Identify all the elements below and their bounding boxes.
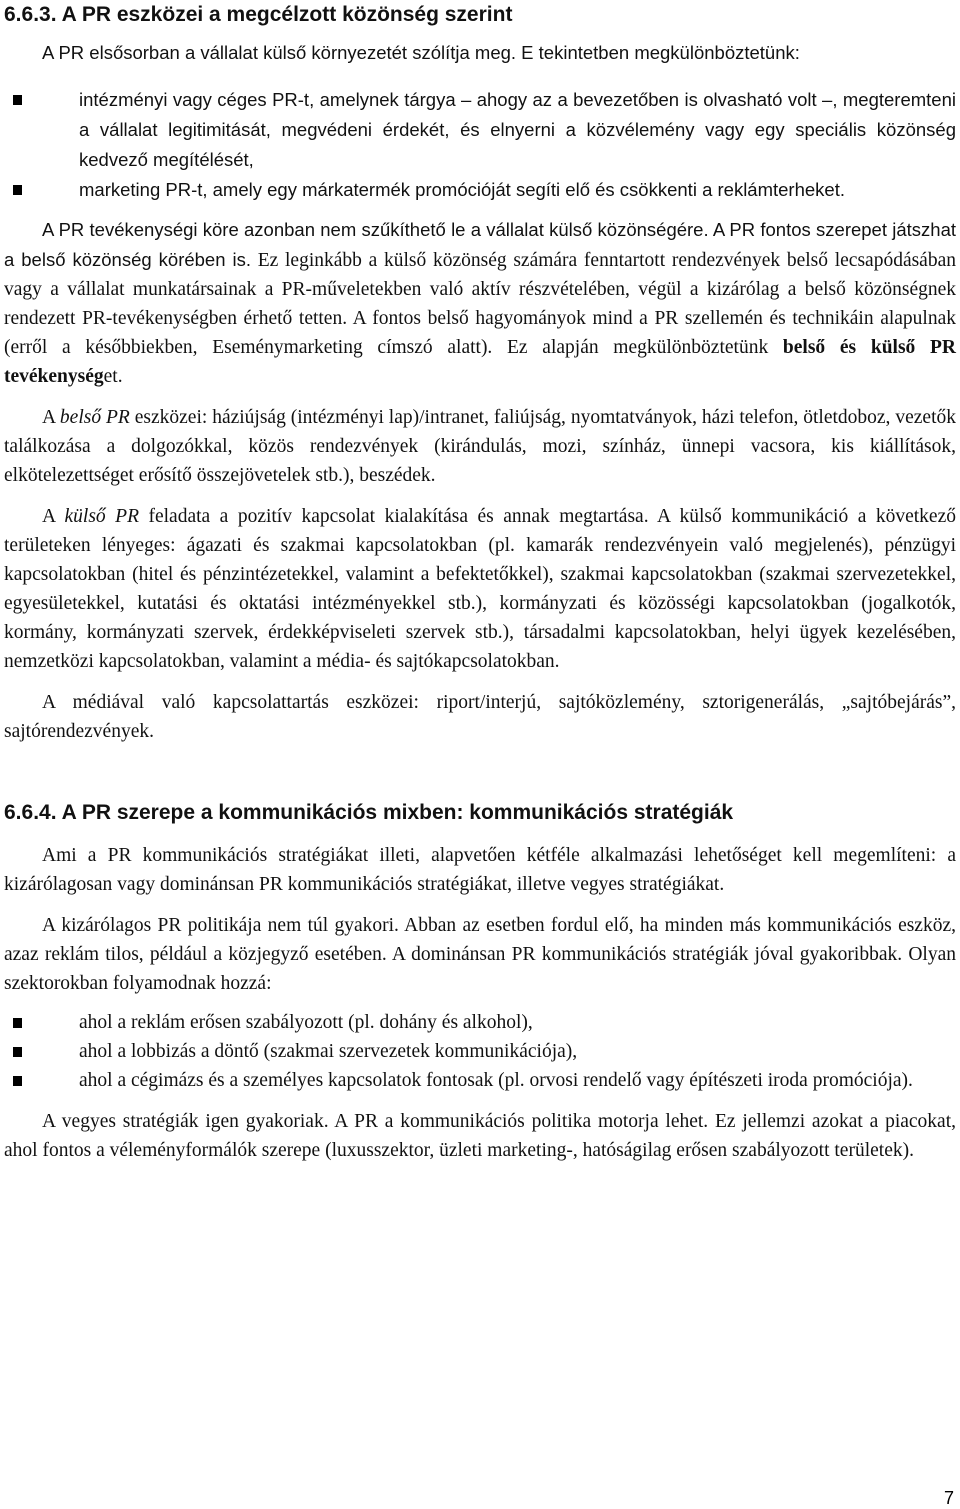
mixed-strategies-paragraph: A vegyes stratégiák igen gyakoriak. A PR a kommunikációs politika motorja lehet. Ez jellemzi azokat a piacokat, ahol fontos a véleményformálók szerepe (luxusszektor, üzleti marketing-, hatóságilag erősen szabályozott területek).: [4, 1111, 956, 1161]
media-relations-paragraph: A médiával való kapcsolattartás eszközei: riport/interjú, sajtóközlemény, sztorigenerálás, „sajtóbejárás”, sajtórendezvények.: [4, 692, 956, 742]
document-page: [4, 0, 956, 1165]
square-bullet-icon: [13, 1047, 22, 1057]
italic-term: külső PR: [64, 506, 139, 527]
section-heading-6-6-3: 6.6.3. A PR eszközei a megcélzott közönség szerint: [4, 3, 513, 26]
bold-term: belső és külső PR tevékenység: [4, 337, 956, 387]
section-heading-6-6-4: 6.6.4. A PR szerepe a kommunikációs mixben: kommunikációs stratégiák: [4, 801, 734, 824]
page-number: 7: [943, 1488, 954, 1508]
square-bullet-icon: [13, 95, 22, 105]
internal-pr-paragraph: A PR tevékenységi köre azonban nem szűkíthető le a vállalat külső közönségére. A PR fontos szerepet játszhat a belső közönség körében is. Ez leginkább a külső közönség számára fenntartott rendezvények belső lecsapódásában vagy a vállalat munkatársainak a PR-műveletekben való aktív részvételében, végül a kizárólag a belső közönségnek rendezett PR-tevékenységben érhető tetten. A fontos belső hagyományok mind a PR szellemén és technikáin alapulnak (erről a későbbiekben, Eseménymarketing címszó alatt). Ez alapján megkülönböztetünk belső és külső PR tevékenységet.: [4, 219, 956, 387]
list-item: ahol a reklám erősen szabályozott (pl. dohány és alkohol),: [4, 1008, 956, 1037]
list-item: ahol a lobbizás a döntő (szakmai szervezetek kommunikációja),: [4, 1037, 956, 1066]
square-bullet-icon: [13, 185, 22, 195]
target-pr-list: [4, 85, 956, 205]
list-item: ahol a cégimázs és a személyes kapcsolatok fontosak (pl. orvosi rendelő vagy építészeti iroda promóciója).: [4, 1066, 956, 1095]
internal-pr-tools-paragraph: A belső PR eszközei: háziújság (intézményi lap)/intranet, faliújság, nyomtatványok, házi telefon, ötletdoboz, vezetők találkozása a dolgozókkal, közös rendezvények (kirándulás, mozi, színház, ünnepi vacsora, kis kiállítások, elkötelezettséget erősítő összejövetelek stb.), beszédek.: [4, 407, 956, 486]
list-item: intézményi vagy céges PR-t, amelynek tárgya – ahogy az a bevezetőben is olvasható volt –, megteremteni a vállalat legitimitását, megvédeni érdekét, és elnyerni a közvélemény vagy egy speciális közönség kedvező megítélését,: [4, 85, 956, 175]
italic-term: belső PR: [59, 407, 130, 428]
exclusive-pr-paragraph: A kizárólagos PR politikája nem túl gyakori. Abban az esetben fordul elő, ha minden más kommunikációs eszköz, azaz reklám tilos, például a közjegyző esetében. A dominánsan PR kommunikációs stratégiák jóval gyakoribbak. Olyan szektorokban folyamodnak hozzá:: [4, 915, 956, 994]
list-item: marketing PR-t, amely egy márkatermék promócióját segíti elő és csökkenti a reklámterheket.: [4, 175, 956, 205]
square-bullet-icon: [13, 1076, 22, 1086]
strategies-paragraph: Ami a PR kommunikációs stratégiákat illeti, alapvetően kétféle alkalmazási lehetőséget kell megemlíteni: a kizárólagosan vagy dominánsan PR kommunikációs stratégiákat, illetve vegyes stratégiákat.: [4, 845, 956, 895]
dominant-pr-sectors-list: [4, 1008, 956, 1095]
external-pr-paragraph: A külső PR feladata a pozitív kapcsolat kialakítása és annak megtartása. A külső kommunikáció a következő területeken lényeges: ágazati és szakmai kapcsolatokban (pl. kamarák rendezvényein való megjelenés), pénzügyi kapcsolatokban (hitel és pénzintézetekkel, valamint a befektetőkkel), szakmai kapcsolatokban (szakmai szervezetekkel, egyesületekkel, kutatási és oktatási intézményekkel stb.), kormányzati és közösségi kapcsolatokban (jogalkotók, kormány, kormányzati szervek, érdekképviseleti szervek stb.), társadalmi kapcsolatokban, helyi ügyek kezelésében, nemzetközi kapcsolatokban, valamint a média- és sajtókapcsolatokban.: [4, 506, 956, 672]
intro-paragraph: A PR elsősorban a vállalat külső környezetét szólítja meg. E tekintetben megkülönböztetünk:: [42, 42, 800, 63]
square-bullet-icon: [13, 1018, 22, 1028]
